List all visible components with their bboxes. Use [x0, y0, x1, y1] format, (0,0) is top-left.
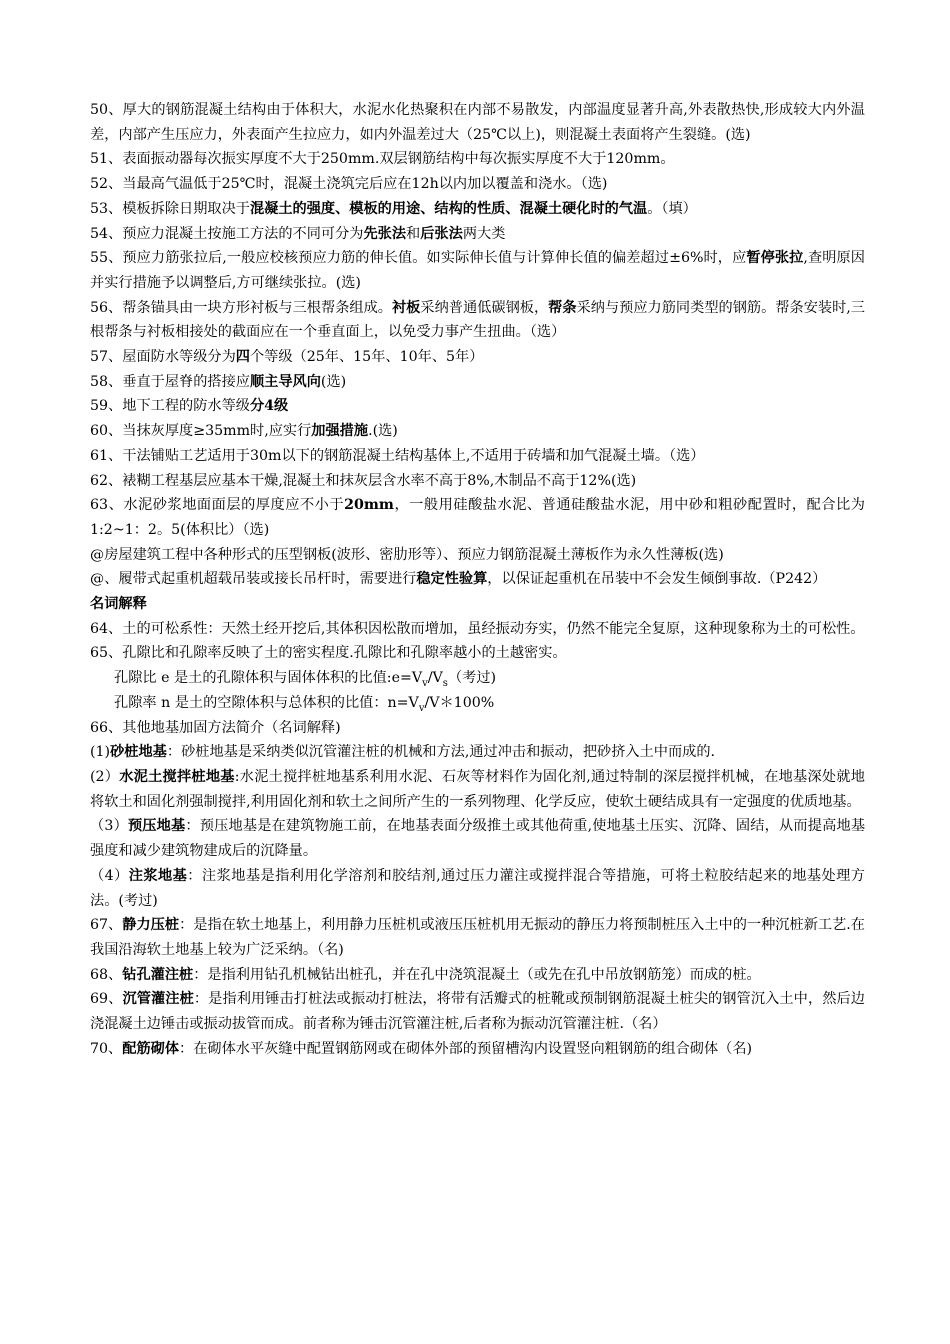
section-heading: 名词解释: [90, 596, 147, 613]
item-text: 。（填）: [647, 200, 697, 217]
item-text: 预应力混凝土按施工方法的不同可分为: [122, 225, 364, 242]
item-text: 当最高气温低于25℃时，混凝土浇筑完后应在12h以内加以覆盖和浇水。（选): [122, 176, 608, 193]
item-text: 厚大的钢筋混凝土结构由于体积大，水泥水化热聚积在内部不易散发，内部温度显著升高,外表散热快,形成较大内外温差，内部产生压应力，外表面产生拉应力，如内外温差过大（25℃以上)，则混凝土表面将产生裂缝。(选): [90, 102, 865, 143]
item-bold-text: 混凝土的强度、模板的用途、结构的性质、混凝土硬化时的气温: [249, 200, 648, 217]
item-number: 59、: [90, 398, 123, 415]
item-text: ：预压地基是在建筑物施工前，在地基表面分级推土或其他荷重,使地基土压实、沉降、固结，从而提高地基强度和减少建筑物建成后的沉降量。: [90, 818, 866, 860]
item-bold-text: 四: [235, 349, 250, 366]
item-number: 62、: [90, 472, 123, 489]
item-62: [90, 469, 865, 494]
item-51: [90, 147, 865, 172]
formula-subscript: v: [422, 678, 428, 689]
term-66: [90, 716, 865, 741]
item-text: 采纳与预应力筋同类型的钢筋。帮条安装时,三根帮条与衬板相接处的截面应在一个垂直面上，以免受力事产生扭曲。（选）: [90, 299, 865, 341]
item-text: ：是指利用钻孔机械钻出桩孔，并在孔中浇筑混凝土（或先在孔中吊放钢筋笼）而成的桩。: [193, 966, 761, 983]
item-text: ：注浆地基是指利用化学溶剂和胶结剂,通过压力灌注或搅拌混合等措施，可将土粒胶结起来的地基处理方法。(考过): [90, 867, 865, 909]
item-text: ：是指利用锤击打桩法或振动打桩法，将带有活瓣式的桩靴或预制钢筋混凝土桩尖的钢管沉入土中，然后边浇混凝土边锤击或振动拔管而成。前者称为锤击沉管灌注桩,后者称为振动沉管灌注桩.（名）: [90, 991, 865, 1033]
item-number: 63、: [90, 497, 124, 514]
item-61: [90, 444, 865, 469]
formula-subscript: v: [418, 702, 425, 714]
item-bold-text: 静力压桩: [122, 917, 180, 934]
document-page: [90, 98, 865, 1061]
item-text: 水泥砂浆地面面层的厚度应不小于: [123, 497, 345, 514]
item-number: （3）: [90, 818, 128, 835]
term-70: [90, 1037, 865, 1062]
item-text: 其他地基加固方法简介（名词解释): [122, 719, 341, 736]
item-text: 裱糊工程基层应基本干燥,混凝土和抹灰层含水率不高于8%,木制品不高于12%(选): [122, 472, 637, 489]
item-56: [90, 296, 865, 345]
item-number: 51、: [90, 151, 123, 168]
item-bold-text: 20mm: [344, 497, 394, 514]
item-bold-text: 加强措施: [311, 423, 369, 440]
item-at-2: [90, 567, 865, 592]
term-66-3: [90, 814, 865, 863]
item-number: 61、: [90, 447, 123, 464]
item-bold-text: 先张法: [363, 225, 407, 242]
item-bold-text: 后张法: [420, 225, 463, 242]
item-bold-text: 配筋砌体: [122, 1040, 180, 1057]
item-53: [90, 197, 865, 222]
item-number: 50、: [90, 102, 123, 118]
item-text: 房屋建筑工程中各种形式的压型钢板(波形、密肋形等）、预应力钢筋混凝土薄板作为永久性薄板(选): [104, 546, 724, 563]
formula-text: 孔隙率 n 是土的空隙体积与总体积的比值：n=V: [114, 694, 419, 711]
item-bold-text: 稳定性验算: [416, 571, 488, 588]
porosity-formula: [90, 691, 865, 716]
item-54: [90, 222, 865, 247]
formula-text: /V＊100%: [424, 694, 495, 711]
term-66-2: [90, 765, 865, 814]
item-text: 模板拆除日期取决于: [122, 200, 250, 217]
item-60: [90, 419, 865, 444]
formula-text: 孔隙比 e 是土的孔隙体积与固体体积的比值:e=V: [114, 670, 423, 687]
item-55: [90, 246, 865, 295]
item-text: 个等级（25年、15年、10年、5年）: [249, 349, 484, 366]
item-text: 履带式起重机超载吊装或接长吊杆时，需要进行: [118, 571, 417, 588]
item-number: 67、: [90, 917, 123, 934]
item-number: 65、: [90, 645, 123, 662]
item-number: 68、: [90, 966, 123, 983]
item-text: 干法铺贴工艺适用于30m以下的钢筋混凝土结构基体上,不适用于砖墙和加气混凝土墙。（选）: [122, 447, 705, 464]
formula-text: /V: [427, 670, 443, 687]
item-text: 两大类: [462, 225, 506, 242]
item-number: 52、: [90, 176, 123, 193]
item-number: 57、: [90, 349, 123, 366]
item-number: 66、: [90, 719, 123, 736]
void-ratio-formula: [90, 666, 865, 691]
item-text: (选): [320, 373, 347, 390]
item-text: 垂直于屋脊的搭接应: [122, 373, 250, 390]
item-bold-text: 帮条: [548, 299, 577, 316]
item-50: [90, 98, 865, 147]
item-text: 帮条锚具由一块方形衬板与三根帮条组成。: [122, 299, 392, 316]
item-bold-text: 顺主导风向: [249, 373, 321, 390]
item-59: [90, 394, 865, 419]
term-64: [90, 617, 865, 642]
item-bold-text: 预压地基: [127, 818, 186, 835]
term-65: [90, 641, 865, 666]
item-bold-text: 沉管灌注桩: [122, 991, 194, 1008]
item-text: ：在砌体水平灰缝中配置钢筋网或在砌体外部的预留槽沟内设置竖向粗钢筋的组合砌体（名): [179, 1040, 753, 1057]
item-text: .(选): [368, 423, 398, 440]
item-number: @: [90, 546, 105, 563]
item-text: 和: [406, 225, 421, 242]
item-number: 58、: [90, 373, 123, 390]
item-58: [90, 370, 865, 395]
term-67: [90, 913, 865, 962]
item-number: @、: [90, 571, 119, 588]
formula-subscript: s: [442, 678, 448, 689]
item-bold-text: 砂桩地基: [110, 744, 167, 761]
item-number: 60、: [90, 423, 123, 440]
item-text: ，一般用硅酸盐水泥、普通硅酸盐水泥，用中砂和粗砂配置时，配合比为1:2~1：2。5(体积比）（选): [90, 497, 865, 538]
item-text: 屋面防水等级分为: [122, 349, 236, 366]
item-text: 地下工程的防水等级: [122, 398, 250, 415]
term-69: [90, 987, 865, 1036]
item-number: 54、: [90, 225, 123, 242]
item-text: ,查明原因并实行措施予以调整后,方可继续张拉。(选): [90, 250, 865, 291]
item-text: 土的可松系性：天然土经开挖后,其体积因松散而增加，虽经振动夯实，仍然不能完全复原，这种现象称为土的可松性。: [122, 620, 865, 637]
item-text: :水泥土搅拌桩地基系利用水泥、石灰等材料作为固化剂,通过特制的深层搅拌机械，在地基深处就地将软土和固化剂强制搅拌,利用固化剂和软土之间所产生的一系列物理、化学反应，使软土硬结成具有一定强度的优质地基。: [90, 768, 865, 810]
item-text: ：是指在软土地基上，利用静力压桩机或液压压桩机用无振动的静压力将预制桩压入土中的一种沉桩新工艺.在我国沿海软土地基上较为广泛采纳。（名): [90, 917, 865, 958]
item-number: (2）: [90, 768, 120, 785]
item-text: ，以保证起重机在吊装中不会发生倾倒事故.（P242）: [487, 571, 827, 588]
item-bold-text: 水泥土搅拌桩地基: [119, 768, 235, 785]
item-number: （4）: [90, 867, 129, 884]
item-bold-text: 钻孔灌注桩: [122, 966, 194, 983]
item-text: 表面振动器每次振实厚度不大于250mm.双层钢筋结构中每次振实厚度不大于120mm。: [122, 151, 675, 168]
item-number: 70、: [90, 1040, 123, 1057]
item-bold-text: 暂停张拉: [746, 250, 804, 267]
item-bold-text: 注浆地基: [128, 867, 188, 884]
item-number: (1): [90, 744, 111, 761]
term-68: [90, 963, 865, 988]
item-number: 55、: [90, 250, 123, 267]
item-number: 56、: [90, 299, 123, 316]
term-66-4: [90, 864, 865, 913]
formula-text: （考过): [447, 670, 497, 687]
item-text: 采纳普通低碳钢板，: [420, 299, 549, 316]
item-text: ：砂桩地基是采纳类似沉管灌注桩的机械和方法,通过冲击和振动，把砂挤入土中而成的.: [166, 744, 716, 761]
item-number: 69、: [90, 991, 123, 1008]
item-57: [90, 345, 865, 370]
item-number: 64、: [90, 620, 123, 637]
item-63: [90, 493, 865, 542]
item-text: 当抹灰厚度≥35mm时,应实行: [122, 423, 312, 440]
item-52: [90, 172, 865, 197]
item-number: 53、: [90, 200, 123, 217]
item-bold-text: 衬板: [391, 299, 421, 316]
item-text: 孔隙比和孔隙率反映了土的密实程度.孔隙比和孔隙率越小的土越密实。: [122, 645, 567, 662]
term-66-1: [90, 740, 865, 765]
item-bold-text: 分4级: [249, 398, 289, 415]
item-at-1: [90, 543, 865, 568]
item-text: 预应力筋张拉后,一般应校核预应力筋的伸长值。如实际伸长值与计算伸长值的偏差超过±6%时，应: [122, 250, 747, 267]
